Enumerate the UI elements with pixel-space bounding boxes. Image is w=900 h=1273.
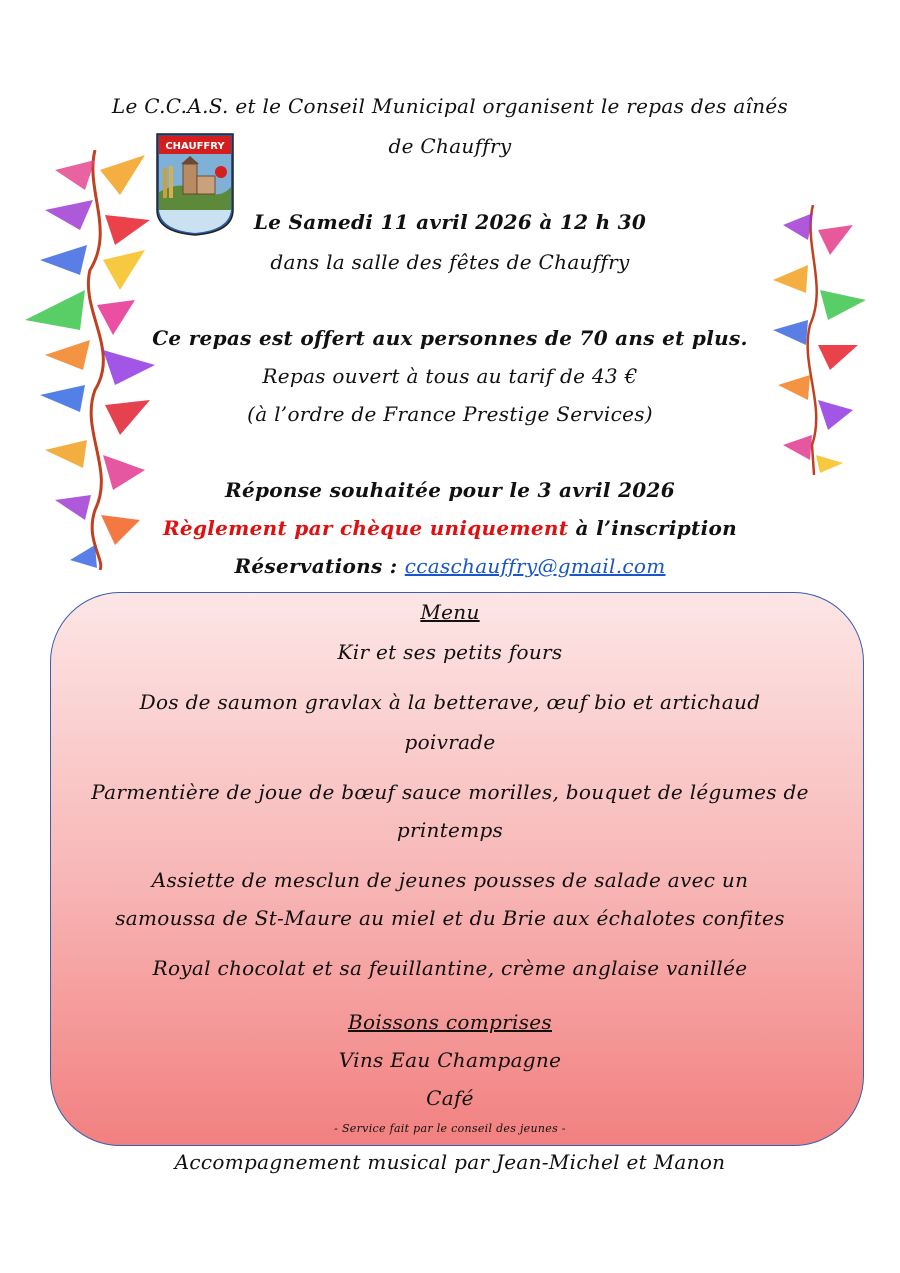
offer-free-text: Ce repas est offert aux personnes de 70 ans et plus. <box>152 326 748 350</box>
menu-item-assiette-2: samoussa de St-Maure au miel et du Brie aux échalotes confites <box>115 906 785 930</box>
menu-item-kir: Kir et ses petits fours <box>337 640 563 664</box>
menu-title: Menu <box>420 600 480 624</box>
response-deadline: Réponse souhaitée pour le 3 avril 2026 <box>225 478 675 502</box>
email-link[interactable]: ccaschauffry@gmail.com <box>404 554 666 578</box>
menu-item-parmentiere-1: Parmentière de joue de bœuf sauce morilles, bouquet de légumes de <box>91 780 809 804</box>
drinks-list: Vins Eau Champagne <box>338 1048 562 1072</box>
reservations-line <box>0 554 900 578</box>
event-place: dans la salle des fêtes de Chauffry <box>270 250 630 274</box>
crest-label: CHAUFFRY <box>165 141 225 152</box>
footer-music: Accompagnement musical par Jean-Michel et Manon <box>174 1150 726 1174</box>
menu-item-saumon-2: poivrade <box>404 730 496 754</box>
header-line-2: de Chauffry <box>388 134 512 158</box>
reservations-label: Réservations : <box>234 554 405 578</box>
header-line-1: Le C.C.A.S. et le Conseil Municipal organisent le repas des aînés <box>111 94 789 118</box>
event-date: Le Samedi 11 avril 2026 à 12 h 30 <box>253 210 647 234</box>
service-note: - Service fait par le conseil des jeunes - <box>334 1122 566 1135</box>
offer-order-text: (à l’ordre de France Prestige Services) <box>247 402 653 426</box>
payment-rest-text: à l’inscription <box>568 516 737 540</box>
offer-open-text: Repas ouvert à tous au tarif de 43 € <box>262 364 638 388</box>
menu-item-dessert: Royal chocolat et sa feuillantine, crème anglaise vanillée <box>152 956 748 980</box>
payment-line <box>0 516 900 540</box>
menu-item-saumon-1: Dos de saumon gravlax à la betterave, œuf bio et artichaud <box>139 690 761 714</box>
drinks-title: Boissons comprises <box>348 1010 552 1034</box>
menu-item-parmentiere-2: printemps <box>396 818 504 842</box>
payment-red-text: Règlement par chèque uniquement <box>163 516 569 540</box>
menu-item-assiette-1: Assiette de mesclun de jeunes pousses de salade avec un <box>151 868 749 892</box>
coffee-text: Café <box>426 1086 474 1110</box>
